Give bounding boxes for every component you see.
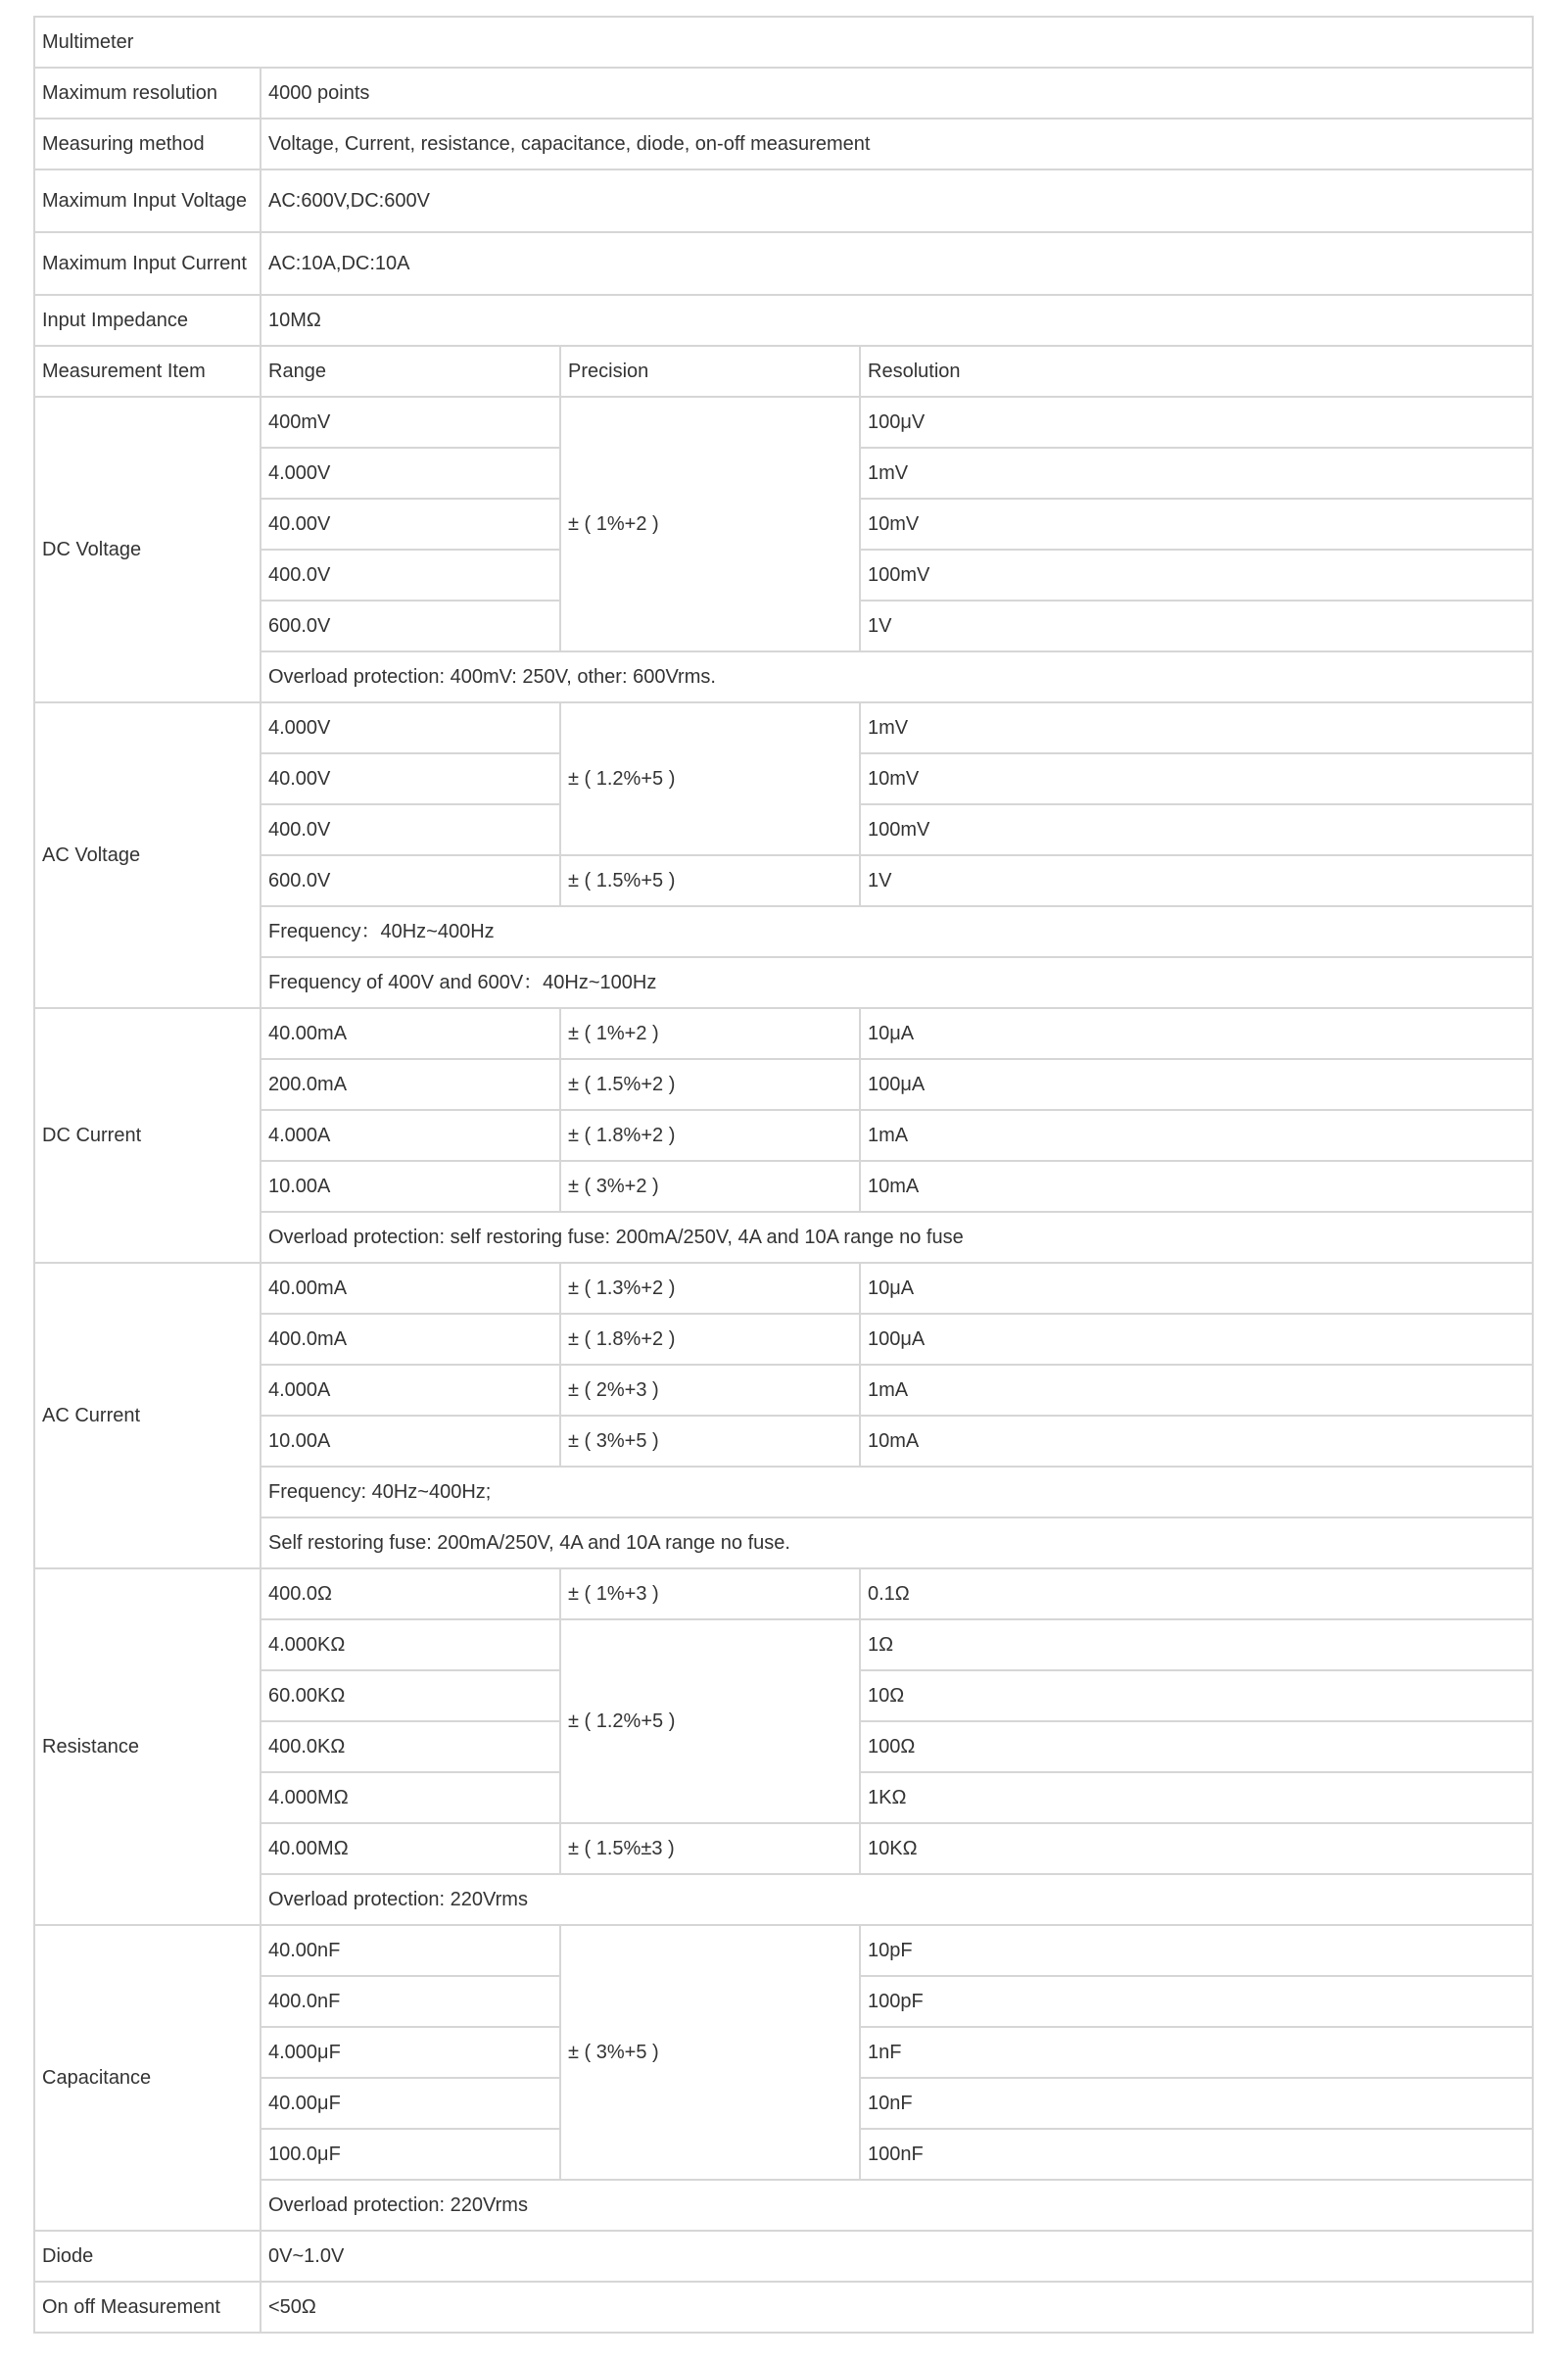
section-note: Overload protection: 220Vrms <box>261 1874 1533 1925</box>
section-note: Frequency：40Hz~400Hz <box>261 906 1533 957</box>
precision-cell: ± ( 1%+3 ) <box>560 1568 860 1619</box>
resolution-cell: 1mA <box>860 1365 1533 1416</box>
range-cell: 40.00nF <box>261 1925 560 1976</box>
spec-value: AC:600V,DC:600V <box>261 169 1533 232</box>
section-note: Overload protection: self restoring fuse: 200mA/250V, 4A and 10A range no fuse <box>261 1212 1533 1263</box>
table-row <box>34 1925 1533 1976</box>
precision-cell: ± ( 1%+2 ) <box>560 1008 860 1059</box>
spec-label: Maximum resolution <box>34 68 261 119</box>
table-row <box>34 1568 1533 1619</box>
section-note: Frequency of 400V and 600V：40Hz~100Hz <box>261 957 1533 1008</box>
range-cell: 4.000A <box>261 1110 560 1161</box>
resolution-cell: 10μA <box>860 1263 1533 1314</box>
range-cell: 4.000KΩ <box>261 1619 560 1670</box>
range-cell: 40.00μF <box>261 2078 560 2129</box>
table-row <box>34 346 1533 397</box>
range-cell: 4.000μF <box>261 2027 560 2078</box>
resolution-cell: 100nF <box>860 2129 1533 2180</box>
spec-value: <50Ω <box>261 2282 1533 2333</box>
resolution-cell: 10nF <box>860 2078 1533 2129</box>
table-row <box>34 397 1533 448</box>
table-row <box>34 169 1533 232</box>
range-cell: 200.0mA <box>261 1059 560 1110</box>
resolution-cell: 1V <box>860 855 1533 906</box>
precision-cell: ± ( 1.2%+5 ) <box>560 1619 860 1823</box>
resolution-cell: 10mA <box>860 1161 1533 1212</box>
section-note: Overload protection: 400mV: 250V, other: 600Vrms. <box>261 651 1533 702</box>
table-row <box>34 2231 1533 2282</box>
precision-cell: ± ( 1.5%±3 ) <box>560 1823 860 1874</box>
table-row <box>34 119 1533 169</box>
table-title: Multimeter <box>34 17 1533 68</box>
section-note: Overload protection: 220Vrms <box>261 2180 1533 2231</box>
column-header: Resolution <box>860 346 1533 397</box>
spec-value: AC:10A,DC:10A <box>261 232 1533 295</box>
precision-cell: ± ( 3%+5 ) <box>560 1416 860 1467</box>
spec-value: Voltage, Current, resistance, capacitance, diode, on-off measurement <box>261 119 1533 169</box>
precision-cell: ± ( 1.3%+2 ) <box>560 1263 860 1314</box>
table-row <box>34 17 1533 68</box>
precision-cell: ± ( 1.5%+2 ) <box>560 1059 860 1110</box>
column-header: Range <box>261 346 560 397</box>
precision-cell: ± ( 1.8%+2 ) <box>560 1314 860 1365</box>
range-cell: 400.0KΩ <box>261 1721 560 1772</box>
column-header: Measurement Item <box>34 346 261 397</box>
table-row <box>34 2282 1533 2333</box>
table-row <box>34 1008 1533 1059</box>
precision-cell: ± ( 1.8%+2 ) <box>560 1110 860 1161</box>
precision-cell: ± ( 1.2%+5 ) <box>560 702 860 855</box>
resolution-cell: 10μA <box>860 1008 1533 1059</box>
range-cell: 400.0Ω <box>261 1568 560 1619</box>
range-cell: 10.00A <box>261 1416 560 1467</box>
resolution-cell: 1mA <box>860 1110 1533 1161</box>
range-cell: 400mV <box>261 397 560 448</box>
resolution-cell: 1mV <box>860 702 1533 753</box>
resolution-cell: 10Ω <box>860 1670 1533 1721</box>
precision-cell: ± ( 2%+3 ) <box>560 1365 860 1416</box>
spec-label: Measuring method <box>34 119 261 169</box>
column-header: Precision <box>560 346 860 397</box>
resolution-cell: 1mV <box>860 448 1533 499</box>
resolution-cell: 10mA <box>860 1416 1533 1467</box>
precision-cell: ± ( 1.5%+5 ) <box>560 855 860 906</box>
spec-table <box>33 16 1534 2334</box>
measurement-item: AC Current <box>34 1263 261 1568</box>
spec-label: Diode <box>34 2231 261 2282</box>
section-note: Frequency: 40Hz~400Hz; <box>261 1467 1533 1517</box>
range-cell: 400.0V <box>261 550 560 601</box>
measurement-item: DC Voltage <box>34 397 261 702</box>
table-row <box>34 702 1533 753</box>
resolution-cell: 100μV <box>860 397 1533 448</box>
table-row <box>34 1263 1533 1314</box>
resolution-cell: 100μA <box>860 1059 1533 1110</box>
table-row <box>34 295 1533 346</box>
resolution-cell: 100Ω <box>860 1721 1533 1772</box>
measurement-item: Resistance <box>34 1568 261 1925</box>
range-cell: 4.000A <box>261 1365 560 1416</box>
spec-value: 0V~1.0V <box>261 2231 1533 2282</box>
precision-cell: ± ( 3%+5 ) <box>560 1925 860 2180</box>
table-row <box>34 232 1533 295</box>
range-cell: 40.00MΩ <box>261 1823 560 1874</box>
resolution-cell: 1KΩ <box>860 1772 1533 1823</box>
spec-label: Maximum Input Current <box>34 232 261 295</box>
resolution-cell: 10pF <box>860 1925 1533 1976</box>
range-cell: 600.0V <box>261 855 560 906</box>
range-cell: 4.000V <box>261 448 560 499</box>
resolution-cell: 100mV <box>860 804 1533 855</box>
table-row <box>34 68 1533 119</box>
range-cell: 40.00V <box>261 499 560 550</box>
spec-label: Input Impedance <box>34 295 261 346</box>
resolution-cell: 1nF <box>860 2027 1533 2078</box>
range-cell: 400.0mA <box>261 1314 560 1365</box>
range-cell: 40.00mA <box>261 1263 560 1314</box>
spec-label: On off Measurement <box>34 2282 261 2333</box>
resolution-cell: 10KΩ <box>860 1823 1533 1874</box>
spec-label: Maximum Input Voltage <box>34 169 261 232</box>
range-cell: 4.000MΩ <box>261 1772 560 1823</box>
section-note: Self restoring fuse: 200mA/250V, 4A and 10A range no fuse. <box>261 1517 1533 1568</box>
range-cell: 600.0V <box>261 601 560 651</box>
precision-cell: ± ( 1%+2 ) <box>560 397 860 651</box>
resolution-cell: 1Ω <box>860 1619 1533 1670</box>
resolution-cell: 100pF <box>860 1976 1533 2027</box>
resolution-cell: 100μA <box>860 1314 1533 1365</box>
resolution-cell: 100mV <box>860 550 1533 601</box>
range-cell: 400.0V <box>261 804 560 855</box>
spec-value: 10MΩ <box>261 295 1533 346</box>
range-cell: 40.00mA <box>261 1008 560 1059</box>
range-cell: 4.000V <box>261 702 560 753</box>
range-cell: 40.00V <box>261 753 560 804</box>
resolution-cell: 1V <box>860 601 1533 651</box>
range-cell: 400.0nF <box>261 1976 560 2027</box>
range-cell: 10.00A <box>261 1161 560 1212</box>
measurement-item: Capacitance <box>34 1925 261 2231</box>
resolution-cell: 10mV <box>860 499 1533 550</box>
range-cell: 100.0μF <box>261 2129 560 2180</box>
precision-cell: ± ( 3%+2 ) <box>560 1161 860 1212</box>
resolution-cell: 10mV <box>860 753 1533 804</box>
measurement-item: DC Current <box>34 1008 261 1263</box>
resolution-cell: 0.1Ω <box>860 1568 1533 1619</box>
range-cell: 60.00KΩ <box>261 1670 560 1721</box>
measurement-item: AC Voltage <box>34 702 261 1008</box>
spec-value: 4000 points <box>261 68 1533 119</box>
